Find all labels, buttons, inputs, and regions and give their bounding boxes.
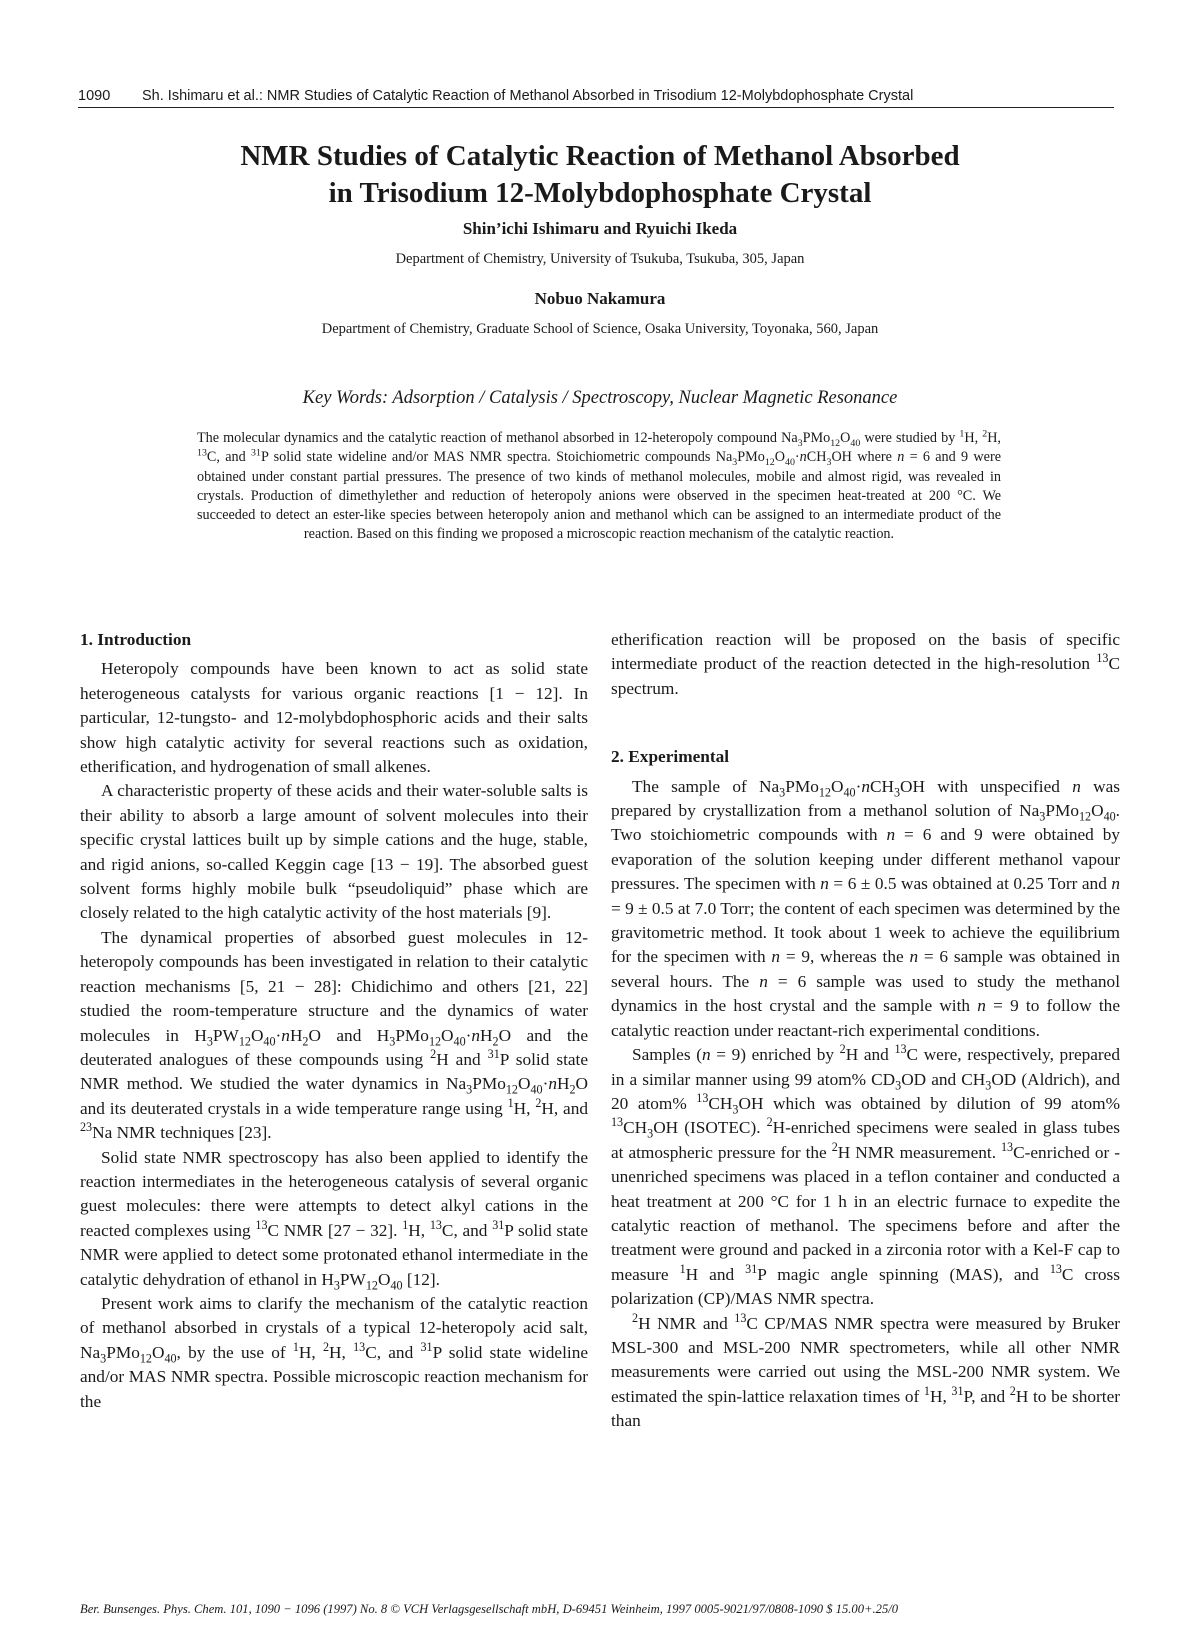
affiliation-1: Department of Chemistry, University of Tsukuba, Tsukuba, 305, Japan: [395, 251, 805, 267]
running-head: [78, 88, 1114, 108]
paragraph: Heteropoly compounds have been known to act as solid state heterogeneous catalysts for various organic reactions [1 − 12]. In particular, 12-tungsto- and 12-molybdophosphoric acids and their salts show high catalytic activity for several reactions such as oxidation, etherification, and hydrogenation of small alkenes.: [80, 659, 588, 777]
footer-citation: Ber. Bunsenges. Phys. Chem. 101, 1090 − 1096 (1997) No. 8 © VCH Verlagsgesellschaft mbH, D-69451 Weinheim, 1997 0005-9021/97/0808-1090 $ 15.00+.25/0: [80, 1602, 899, 1616]
section-heading-introduction: 1. Introduction: [80, 630, 192, 649]
paragraph: Samples (n = 9) enriched by $^2$H and $^{13}$C were, respectively, prepared in a similar manner using 99 atom% $CD_3OD$ and $CH_3OD$ (Aldrich), and 20 atom% $^{13}CH_3OH$ which was obtained by dilution of 99 atom% $^{13}CH_3OH$ (ISOTEC). $^2$H-enriched specimens were sealed in glass tubes at atmospheric pressure for the $^2$H NMR measurement. $^{13}$C-enriched or -unenriched specimens was placed in a teflon container and conducted a heat treatment at 200 °C for 1 h in an electric furnace to expedite the catalytic reaction of methanol. The specimens before and after the treatment were ground and packed in a zirconia rotor with a Kel-F cap to measure $^1$H and $^{31}$P magic angle spinning (MAS), and $^{13}$C cross polarization (CP)/MAS NMR spectra.: [611, 1042, 1121, 1309]
title-line-1: NMR Studies of Catalytic Reaction of Methanol Absorbed: [240, 140, 960, 172]
article-title: [140, 138, 1060, 212]
affiliation-2: Department of Chemistry, Graduate School of Science, Osaka University, Toyonaka, 560, Japan: [321, 321, 879, 337]
page-number: 1090: [78, 88, 111, 104]
keywords: Key Words: Adsorption / Catalysis / Spectroscopy, Nuclear Magnetic Resonance: [302, 388, 898, 408]
right-column: [611, 628, 1120, 1434]
author-names-1: Shin’ichi Ishimaru and Ryuichi Ikeda: [462, 219, 738, 238]
author-names-2: Nobuo Nakamura: [534, 289, 666, 308]
paragraph-continuation: etherification reaction will be proposed on the basis of specific intermediate product of the reaction detected in the high-resolution $^{13}$C spectrum.: [611, 630, 1120, 698]
abstract: The molecular dynamics and the catalytic reaction of methanol absorbed in 12-heteropoly compound $Na_3PMo_{12}O_{40}$ were studied by $^1$H, $^2$H, $^{13}$C, and $^{31}$P solid state wideline and/or MAS NMR spectra. Stoichiometric compounds $Na_3PMo_{12}O_{40}\cdot nCH_3OH$ where n = 6 and 9 were obtained under constant partial pressures. The presence of two kinds of methanol molecules, mobile and almost rigid, was revealed in crystals. Production of dimethylether and reduction of heteropoly anions were observed in the specimen heat-treated at 200 °C. We succeeded to detect an ester-like species between heteropoly anion and methanol which can be assigned to an intermediate product of the reaction. Based on this finding we proposed a microscopic reaction mechanism of the catalytic reaction.: [197, 428, 1001, 543]
paragraph: $^2$H NMR and $^{13}$C CP/MAS NMR spectra were measured by Bruker MSL-300 and MSL-200 NMR spectrometers, while all other NMR measurements were carried out using the MSL-200 NMR system. We estimated the spin-lattice relaxation times of $^1$H, $^{31}$P, and $^2$H to be shorter than: [611, 1310, 1121, 1431]
paragraph: Present work aims to clarify the mechanism of the catalytic reaction of methanol absorbed in crystals of a typical 12-heteropoly acid salt, $Na_3PMo_{12}O_{40}$, by the use of $^1$H, $^2$H, $^{13}$C, and $^{31}$P solid state wideline and/or MAS NMR spectra. Possible microscopic reaction mechanism for the: [80, 1293, 589, 1411]
running-head-text: Sh. Ishimaru et al.: NMR Studies of Catalytic Reaction of Methanol Absorbed in Trisodium 12-Molybdophosphate Crystal: [142, 88, 914, 104]
section-heading-experimental: 2. Experimental: [611, 747, 730, 767]
paragraph: The dynamical properties of absorbed guest molecules in 12-heteropoly compounds has been investigated in relation to their catalytic reaction mechanisms [5, 21 − 28]: Chidichimo and others [21, 22] studied the room-temperature structure and the dynamics of water molecules in $H_3PW_{12}O_{40}\cdot nH_2O$ and $H_3PMo_{12}O_{40}\cdot nH_2O$ and the deuterated analogues of these compounds using $^2$H and $^{31}$P solid state NMR method. We studied the water dynamics in $Na_3PMo_{12}O_{40}\cdot nH_2O$ and its deuterated crystals in a wide temperature range using $^1$H, $^2$H, and $^{23}$Na NMR techniques [23].: [80, 927, 589, 1143]
title-line-2: in Trisodium 12-Molybdophosphate Crystal: [328, 177, 872, 209]
paragraph: The sample of $Na_3PMo_{12}O_{40}\cdot nCH_3OH$ with unspecified n was prepared by crystallization from a methanol solution of $Na_3PMo_{12}O_{40}$. Two stoichiometric compounds with n = 6 and 9 were obtained by evaporation of the solution keeping under different methanol vapour pressures. The specimen with n = 6 ± 0.5 was obtained at 0.25 Torr and n = 9 ± 0.5 at 7.0 Torr; the content of each specimen was determined by the gravitometric method. It took about 1 week to achieve the equilibrium for the specimen with n = 9, whereas the n = 6 sample was obtained in several hours. The n = 6 sample was used to study the methanol dynamics in the host crystal and the sample with n = 9 to follow the catalytic reaction under reactant-rich experimental conditions.: [611, 776, 1120, 1040]
left-column: [80, 628, 588, 1414]
paragraph: Solid state NMR spectroscopy has also been applied to identify the reaction intermediates in the heterogeneous catalysis of several organic guest molecules: there were attempts to detect alkyl cations in the reacted complexes using $^{13}$C NMR [27 − 32]. $^1$H, $^{13}$C, and $^{31}$P solid state NMR were applied to detect some protonated ethanol intermediate in the catalytic dehydration of ethanol in $H_3PW_{12}O_{40}$ [12].: [80, 1147, 588, 1293]
paragraph: A characteristic property of these acids and their water-soluble salts is their ability to absorb a large amount of solvent molecules into their specific crystal lattices built up by simple cations and the huge, stable, and rigid anions, so-called Keggin cage [13 − 19]. The absorbed guest solvent forms highly mobile bulk “pseudoliquid” phase which are closely related to the high catalytic activity of the host materials [9].: [80, 781, 588, 923]
